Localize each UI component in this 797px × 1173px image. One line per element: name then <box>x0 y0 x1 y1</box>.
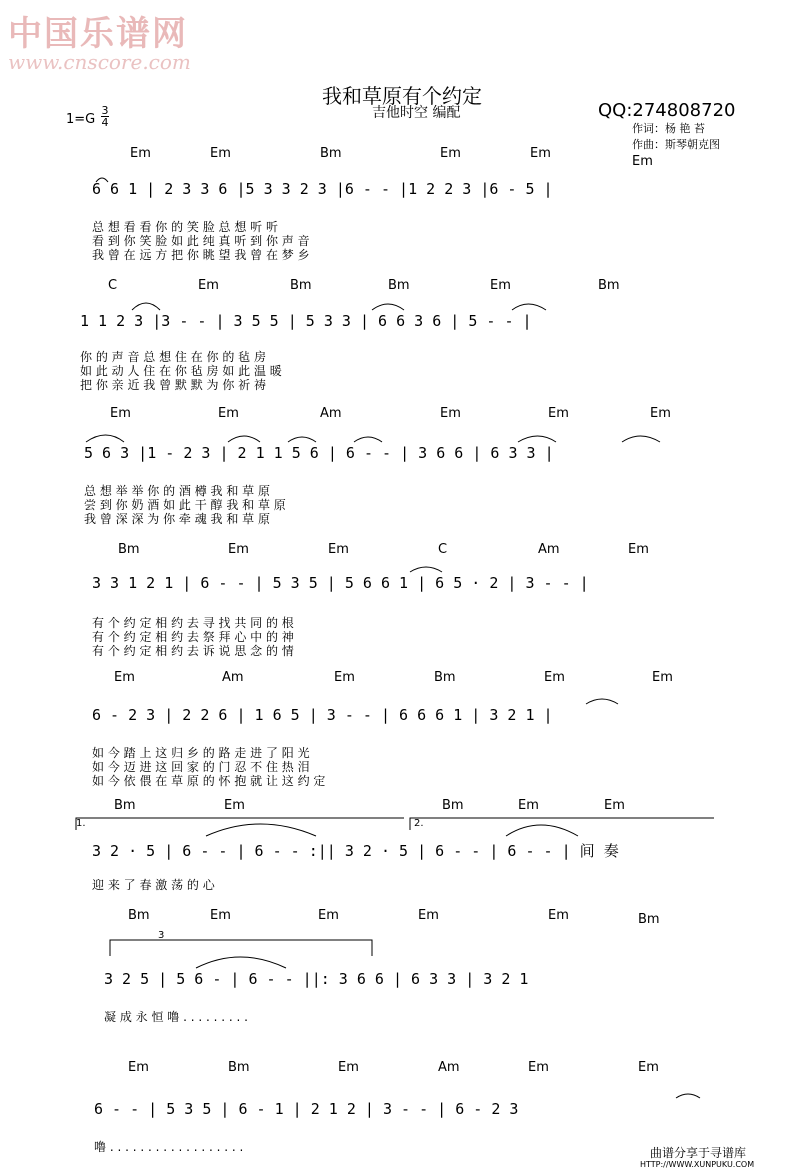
chord: Em <box>338 1060 359 1075</box>
chord: Em <box>334 670 355 685</box>
chord: Em <box>628 542 649 557</box>
chord: Em <box>440 146 461 161</box>
chord: Em <box>198 278 219 293</box>
slur-mark <box>196 957 286 968</box>
slur-mark <box>518 436 556 442</box>
chord: Bm <box>128 908 150 923</box>
notation-line: 6 - 2 3 | 2 2 6 | 1 6 5 | 3 - - | 6 6 6 1 | 3 2 1 | <box>92 706 553 724</box>
lyric-verse-2: 看 到 你 笑 脸 如 此 纯 真 听 到 你 声 音 <box>92 234 310 248</box>
chord: Bm <box>598 278 620 293</box>
composer: 作曲：斯琴朝克图 <box>632 138 720 151</box>
lyricist: 作词：杨 艳 苔 <box>632 122 705 135</box>
chord: Em <box>228 542 249 557</box>
notation-line: 3 2 5 | 5 6 - | 6 - - ||: 3 6 6 | 6 3 3 | 3 2 1 <box>104 970 529 988</box>
lyric-verse-3: 如 今 依 偎 在 草 原 的 怀 抱 就 让 这 约 定 <box>92 774 326 788</box>
triplet-bracket <box>110 940 372 956</box>
notation-line: 6 - - | 5 3 5 | 6 - 1 | 2 1 2 | 3 - - | 6 - 2 3 <box>94 1100 519 1118</box>
chord: Bm <box>434 670 456 685</box>
chord: Em <box>440 406 461 421</box>
notation-line: 6 6 1 | 2 3 3 6 |5 3 3 2 3 |6 - - |1 2 2 3 |6 - 5 | <box>92 180 553 198</box>
chord: Em <box>632 154 653 169</box>
slur-mark <box>288 437 316 442</box>
song-title: 我和草原有个约定 <box>322 84 482 108</box>
chord: Am <box>222 670 244 685</box>
slur-mark <box>506 825 578 836</box>
chord: Em <box>318 908 339 923</box>
chord: C <box>438 542 448 557</box>
chord: Em <box>224 798 245 813</box>
triplet-mark: 3 <box>158 930 165 941</box>
chord: Em <box>544 670 565 685</box>
slur-mark <box>512 304 546 310</box>
notation-line: 3 2 · 5 | 6 - - | 6 - - :|| 3 2 · 5 | 6 - - | 6 - - | 间 奏 <box>92 842 619 860</box>
chord: Bm <box>114 798 136 813</box>
chord: Em <box>130 146 151 161</box>
chord: Bm <box>290 278 312 293</box>
notation-line: 3 3 1 2 1 | 6 - - | 5 3 5 | 5 6 6 1 | 6 5 · 2 | 3 - - | <box>92 574 589 592</box>
chord: Em <box>650 406 671 421</box>
chord: Em <box>530 146 551 161</box>
chord: Em <box>548 908 569 923</box>
lyric-verse-2: 尝 到 你 奶 酒 如 此 干 醇 我 和 草 原 <box>84 498 286 512</box>
chord: Bm <box>638 912 660 927</box>
chord: Em <box>418 908 439 923</box>
footer-url: HTTP://WWW.XUNPUKU.COM <box>640 1160 755 1169</box>
volta-2: 2. <box>414 818 424 829</box>
notation-line: 1 1 2 3 |3 - - | 3 5 5 | 5 3 3 | 6 6 3 6 | 5 - - | <box>80 312 532 330</box>
footer-share: 曲谱分享于寻谱库 <box>650 1146 747 1160</box>
chord: Em <box>490 278 511 293</box>
chord: Em <box>210 146 231 161</box>
slur-mark <box>228 436 260 442</box>
slur-mark <box>410 567 442 572</box>
slur-mark <box>86 435 124 442</box>
lyric-verse-3: 把 你 亲 近 我 曾 默 默 为 你 祈 祷 <box>80 378 266 392</box>
chord: Bm <box>320 146 342 161</box>
chord: Em <box>638 1060 659 1075</box>
chord: Am <box>538 542 560 557</box>
chord: Bm <box>442 798 464 813</box>
slur-mark <box>206 824 316 836</box>
lyric-verse-1: 总 想 看 看 你 的 笑 脸 总 想 听 听 <box>92 220 278 234</box>
chord: C <box>108 278 118 293</box>
watermark-url: www.cnscore.com <box>8 50 191 74</box>
chord: Bm <box>118 542 140 557</box>
lyric-verse-2: 如 今 迈 进 这 回 家 的 门 忍 不 住 热 泪 <box>92 760 310 774</box>
lyric-verse-1: 凝 成 永 恒 噜 . . . . . . . . . <box>104 1010 248 1024</box>
time-signature: 3 4 <box>101 104 109 129</box>
qq-number: QQ:274808720 <box>598 100 736 121</box>
volta-bracket-1 <box>76 818 404 830</box>
chord: Em <box>128 1060 149 1075</box>
slur-mark <box>586 699 618 704</box>
chord: Bm <box>228 1060 250 1075</box>
chord: Em <box>110 406 131 421</box>
chord: Em <box>114 670 135 685</box>
slur-mark <box>96 178 108 182</box>
slur-mark <box>132 303 160 310</box>
lyric-verse-1: 迎 来 了 春 激 荡 的 心 <box>92 878 215 892</box>
chord: Em <box>652 670 673 685</box>
chord: Em <box>548 406 569 421</box>
slur-mark <box>372 304 404 310</box>
chord: Em <box>210 908 231 923</box>
lyric-verse-1: 总 想 举 举 你 的 酒 樽 我 和 草 原 <box>84 484 270 498</box>
lyric-verse-1: 噜 . . . . . . . . . . . . . . . . . . <box>94 1140 244 1154</box>
slur-mark <box>622 436 660 442</box>
arranger: 吉他时空 编配 <box>372 105 461 121</box>
chord: Em <box>328 542 349 557</box>
lyric-verse-1: 你 的 声 音 总 想 住 在 你 的 毡 房 <box>80 350 266 364</box>
watermark-logo: 中国乐谱网 <box>8 14 188 54</box>
slur-mark <box>676 1094 700 1098</box>
key-signature: 1=G <box>66 112 96 127</box>
lyric-verse-3: 我 曾 在 远 方 把 你 眺 望 我 曾 在 梦 乡 <box>92 248 310 262</box>
lyric-verse-1: 有 个 约 定 相 约 去 寻 找 共 同 的 根 <box>92 616 294 630</box>
chord: Em <box>528 1060 549 1075</box>
chord: Em <box>218 406 239 421</box>
chord: Em <box>518 798 539 813</box>
lyric-verse-1: 如 今 踏 上 这 归 乡 的 路 走 进 了 阳 光 <box>92 746 310 760</box>
chord: Bm <box>388 278 410 293</box>
volta-1: 1. <box>76 818 86 829</box>
lyric-verse-2: 如 此 动 人 住 在 你 毡 房 如 此 温 暖 <box>80 364 282 378</box>
lyric-verse-3: 有 个 约 定 相 约 去 诉 说 思 念 的 情 <box>92 644 294 658</box>
lyric-verse-3: 我 曾 深 深 为 你 牵 魂 我 和 草 原 <box>84 512 270 526</box>
slur-mark <box>354 437 382 442</box>
notation-line: 5 6 3 |1 - 2 3 | 2 1 1 5 6 | 6 - - | 3 6 6 | 6 3 3 | <box>84 444 554 462</box>
chord: Am <box>320 406 342 421</box>
chord: Am <box>438 1060 460 1075</box>
chord: Em <box>604 798 625 813</box>
lyric-verse-2: 有 个 约 定 相 约 去 祭 拜 心 中 的 神 <box>92 630 294 644</box>
